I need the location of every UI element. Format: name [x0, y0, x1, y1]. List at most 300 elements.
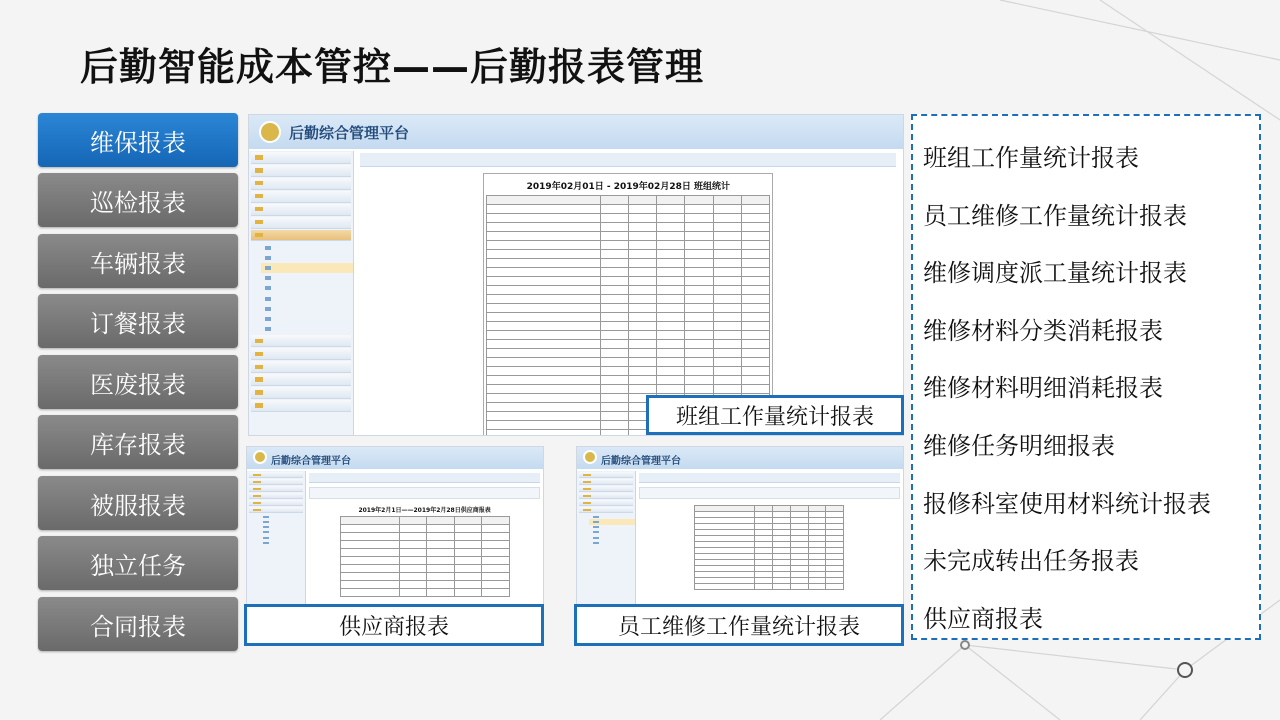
screenshot-sidebar	[247, 471, 306, 615]
table-row	[487, 376, 770, 385]
table-cell	[427, 525, 454, 533]
table-row	[340, 533, 509, 541]
report-list-panel	[911, 114, 1261, 640]
table-cell	[685, 277, 713, 286]
table-cell	[741, 205, 769, 214]
table-cell	[427, 533, 454, 541]
table-cell	[685, 295, 713, 304]
table-cell	[487, 223, 600, 232]
table-cell	[487, 232, 600, 241]
report-list-item[interactable]: 报修科室使用材料统计报表	[923, 489, 1211, 518]
table-cell	[340, 525, 399, 533]
table-row	[487, 214, 770, 223]
table-cell	[340, 549, 399, 557]
table-cell	[713, 268, 741, 277]
table-cell	[628, 277, 656, 286]
report-list-item[interactable]: 供应商报表	[923, 604, 1043, 633]
table-cell	[713, 277, 741, 286]
table-cell	[695, 584, 755, 590]
table-cell	[657, 241, 685, 250]
table-row	[340, 517, 509, 525]
table-cell	[713, 205, 741, 214]
table-cell	[487, 412, 600, 421]
table-cell	[454, 565, 481, 573]
table-cell	[713, 340, 741, 349]
logo-icon	[583, 450, 597, 464]
table-cell	[600, 430, 628, 436]
logo-icon	[253, 450, 267, 464]
sidebar-item-contract-report[interactable]	[38, 597, 238, 651]
table-cell	[600, 259, 628, 268]
sidebar-item-label: 车辆报表	[90, 249, 186, 278]
table-cell	[685, 196, 713, 205]
table-cell	[600, 421, 628, 430]
table-cell	[741, 250, 769, 259]
table-cell	[600, 385, 628, 394]
table-cell	[657, 223, 685, 232]
sidebar-item-label: 维保报表	[90, 128, 186, 157]
sidebar-item-medical-waste-report[interactable]	[38, 355, 238, 409]
table-cell	[487, 295, 600, 304]
sidebar-item-maintenance-report[interactable]	[38, 113, 238, 167]
table-cell	[685, 241, 713, 250]
table-cell	[487, 394, 600, 403]
table-cell	[482, 525, 510, 533]
table-cell	[427, 549, 454, 557]
table-cell	[340, 557, 399, 565]
table-cell	[600, 340, 628, 349]
table-cell	[340, 573, 399, 581]
table-cell	[628, 259, 656, 268]
sidebar-item-meal-report[interactable]	[38, 294, 238, 348]
table-cell	[454, 517, 481, 525]
table-cell	[600, 196, 628, 205]
table-cell	[685, 304, 713, 313]
table-cell	[741, 214, 769, 223]
table-cell	[628, 295, 656, 304]
table-row	[487, 322, 770, 331]
table-cell	[741, 313, 769, 322]
table-cell	[600, 394, 628, 403]
table-cell	[340, 565, 399, 573]
table-cell	[427, 541, 454, 549]
table-cell	[754, 584, 772, 590]
table-cell	[741, 358, 769, 367]
table-cell	[685, 376, 713, 385]
table-row	[487, 331, 770, 340]
app-title: 后勤综合管理平台	[601, 456, 681, 467]
table-cell	[741, 268, 769, 277]
table-cell	[741, 349, 769, 358]
screenshot-staff-workload	[576, 446, 904, 616]
report-list-item[interactable]: 未完成转出任务报表	[923, 547, 1139, 576]
screenshot-sidebar	[577, 471, 636, 615]
table-cell	[427, 589, 454, 597]
table-cell	[399, 581, 426, 589]
table-cell	[657, 304, 685, 313]
table-cell	[685, 367, 713, 376]
table-cell	[600, 313, 628, 322]
table-cell	[482, 573, 510, 581]
table-row	[695, 584, 844, 590]
table-cell	[741, 277, 769, 286]
table-cell	[628, 232, 656, 241]
table-cell	[790, 584, 808, 590]
table-cell	[487, 241, 600, 250]
table-cell	[657, 340, 685, 349]
table-cell	[487, 259, 600, 268]
table-cell	[399, 517, 426, 525]
app-title: 后勤综合管理平台	[271, 456, 351, 467]
table-row	[487, 205, 770, 214]
app-title: 后勤综合管理平台	[289, 124, 410, 142]
table-cell	[685, 322, 713, 331]
table-row	[487, 367, 770, 376]
sidebar-item-label: 订餐报表	[90, 309, 186, 338]
table-cell	[454, 549, 481, 557]
logo-icon	[259, 121, 281, 143]
table-cell	[713, 295, 741, 304]
table-row	[487, 358, 770, 367]
table-cell	[340, 581, 399, 589]
table-row	[487, 223, 770, 232]
table-cell	[600, 295, 628, 304]
report-list-item[interactable]: 维修材料分类消耗报表	[923, 316, 1163, 345]
table-cell	[826, 584, 844, 590]
sidebar-item-label: 医废报表	[90, 370, 186, 399]
table-cell	[399, 549, 426, 557]
table-cell	[628, 250, 656, 259]
table-cell	[487, 385, 600, 394]
caption-team-workload	[646, 395, 904, 435]
table-cell	[399, 565, 426, 573]
table-cell	[600, 304, 628, 313]
table-cell	[713, 349, 741, 358]
table-cell	[741, 241, 769, 250]
table-row	[340, 541, 509, 549]
table-cell	[741, 196, 769, 205]
report-title: 2019年2月1日——2019年2月28日供应商报表	[358, 507, 491, 514]
sidebar-item-inspection-report[interactable]	[38, 173, 238, 227]
table-row	[340, 549, 509, 557]
table-row	[487, 286, 770, 295]
table-cell	[657, 277, 685, 286]
table-cell	[487, 277, 600, 286]
table-cell	[427, 581, 454, 589]
table-cell	[487, 331, 600, 340]
table-cell	[685, 232, 713, 241]
table-cell	[427, 557, 454, 565]
table-cell	[657, 295, 685, 304]
table-cell	[628, 331, 656, 340]
table-cell	[685, 286, 713, 295]
caption-label: 员工维修工作量统计报表	[617, 614, 860, 640]
table-cell	[713, 304, 741, 313]
table-cell	[487, 304, 600, 313]
table-cell	[685, 250, 713, 259]
table-cell	[741, 376, 769, 385]
table-cell	[487, 286, 600, 295]
table-cell	[741, 385, 769, 394]
table-cell	[628, 367, 656, 376]
table-cell	[600, 376, 628, 385]
table-row	[487, 295, 770, 304]
network-node-icon	[1177, 662, 1193, 678]
table-cell	[657, 259, 685, 268]
screenshot-sidebar	[249, 151, 354, 435]
table-cell	[657, 349, 685, 358]
table-cell	[741, 331, 769, 340]
caption-supplier	[244, 604, 544, 646]
table-cell	[482, 557, 510, 565]
table-cell	[657, 205, 685, 214]
table-cell	[482, 533, 510, 541]
table-cell	[600, 241, 628, 250]
table-row	[340, 589, 509, 597]
table-cell	[628, 241, 656, 250]
report-list-item[interactable]: 维修任务明细报表	[923, 431, 1115, 460]
table-row	[340, 565, 509, 573]
table-cell	[657, 367, 685, 376]
table-cell	[340, 589, 399, 597]
table-cell	[628, 385, 656, 394]
table-row	[340, 573, 509, 581]
table-cell	[685, 340, 713, 349]
table-cell	[628, 376, 656, 385]
table-cell	[427, 517, 454, 525]
table-cell	[399, 541, 426, 549]
table-cell	[482, 541, 510, 549]
table-cell	[340, 517, 399, 525]
page-title: 后勤智能成本管控——后勤报表管理	[80, 45, 705, 89]
sidebar-item-linen-report[interactable]	[38, 476, 238, 530]
network-node-icon	[960, 640, 970, 650]
table-cell	[685, 268, 713, 277]
table-cell	[713, 214, 741, 223]
table-cell	[657, 322, 685, 331]
table-row	[340, 581, 509, 589]
table-cell	[741, 322, 769, 331]
table-row	[487, 349, 770, 358]
table-cell	[600, 268, 628, 277]
table-cell	[657, 286, 685, 295]
report-list-item[interactable]: 维修调度派工量统计报表	[923, 259, 1187, 288]
table-cell	[685, 205, 713, 214]
table-cell	[600, 277, 628, 286]
table-row	[487, 268, 770, 277]
table-cell	[600, 403, 628, 412]
table-cell	[657, 313, 685, 322]
sidebar-item-independent-task[interactable]	[38, 536, 238, 590]
table-cell	[657, 196, 685, 205]
report-list-item[interactable]: 员工维修工作量统计报表	[923, 201, 1187, 230]
table-cell	[487, 322, 600, 331]
caption-label: 班组工作量统计报表	[675, 404, 874, 430]
report-list-item[interactable]: 维修材料明细消耗报表	[923, 374, 1163, 403]
table-cell	[487, 367, 600, 376]
table-cell	[685, 358, 713, 367]
table-cell	[657, 250, 685, 259]
table-cell	[741, 259, 769, 268]
sidebar-item-vehicle-report[interactable]	[38, 234, 238, 288]
table-cell	[454, 581, 481, 589]
screenshot-team-workload	[248, 114, 904, 436]
sidebar-item-label: 库存报表	[90, 430, 186, 459]
table-cell	[657, 214, 685, 223]
table-cell	[487, 358, 600, 367]
table-cell	[600, 232, 628, 241]
table-cell	[741, 340, 769, 349]
table-cell	[628, 358, 656, 367]
table-cell	[713, 358, 741, 367]
table-cell	[600, 223, 628, 232]
table-cell	[482, 581, 510, 589]
table-cell	[600, 286, 628, 295]
caption-staff-workload	[574, 604, 904, 646]
table-row	[487, 385, 770, 394]
table-cell	[713, 241, 741, 250]
table-cell	[713, 286, 741, 295]
sidebar-item-label: 被服报表	[90, 491, 186, 520]
sidebar-item-inventory-report[interactable]	[38, 415, 238, 469]
report-title: 2019年02月01日 - 2019年02月28日 班组统计	[526, 182, 730, 193]
table-cell	[487, 268, 600, 277]
table-cell	[487, 349, 600, 358]
table-cell	[600, 349, 628, 358]
table-cell	[482, 589, 510, 597]
table-cell	[340, 541, 399, 549]
report-table	[694, 505, 844, 590]
caption-label: 供应商报表	[338, 614, 449, 640]
table-cell	[628, 322, 656, 331]
table-cell	[487, 421, 600, 430]
table-row	[487, 340, 770, 349]
table-cell	[427, 565, 454, 573]
table-row	[487, 277, 770, 286]
table-cell	[628, 223, 656, 232]
table-cell	[685, 331, 713, 340]
table-cell	[657, 268, 685, 277]
table-cell	[713, 313, 741, 322]
table-cell	[741, 367, 769, 376]
table-cell	[685, 223, 713, 232]
table-cell	[713, 196, 741, 205]
table-cell	[482, 565, 510, 573]
table-cell	[741, 232, 769, 241]
table-cell	[657, 376, 685, 385]
table-cell	[600, 214, 628, 223]
table-cell	[772, 584, 790, 590]
table-cell	[741, 304, 769, 313]
table-cell	[454, 541, 481, 549]
table-cell	[487, 403, 600, 412]
table-row	[487, 196, 770, 205]
table-cell	[628, 286, 656, 295]
table-cell	[713, 331, 741, 340]
sidebar-item-label: 巡检报表	[90, 188, 186, 217]
table-cell	[713, 376, 741, 385]
table-cell	[482, 549, 510, 557]
table-cell	[399, 533, 426, 541]
table-cell	[685, 313, 713, 322]
table-cell	[487, 430, 600, 436]
table-cell	[685, 259, 713, 268]
table-row	[487, 241, 770, 250]
table-cell	[399, 573, 426, 581]
table-cell	[657, 232, 685, 241]
table-cell	[713, 223, 741, 232]
table-cell	[713, 367, 741, 376]
table-cell	[600, 358, 628, 367]
sidebar-item-label: 独立任务	[90, 551, 186, 580]
table-cell	[741, 295, 769, 304]
table-cell	[713, 385, 741, 394]
table-cell	[482, 517, 510, 525]
table-row	[487, 313, 770, 322]
table-cell	[657, 331, 685, 340]
table-cell	[628, 313, 656, 322]
table-cell	[399, 557, 426, 565]
report-list-item[interactable]: 班组工作量统计报表	[923, 144, 1139, 172]
table-cell	[713, 259, 741, 268]
table-cell	[685, 214, 713, 223]
table-cell	[628, 268, 656, 277]
table-cell	[741, 286, 769, 295]
table-row	[340, 525, 509, 533]
table-cell	[487, 214, 600, 223]
table-cell	[399, 589, 426, 597]
table-cell	[713, 322, 741, 331]
table-cell	[628, 214, 656, 223]
table-cell	[808, 584, 826, 590]
table-cell	[628, 349, 656, 358]
table-cell	[657, 385, 685, 394]
table-cell	[487, 313, 600, 322]
table-cell	[487, 205, 600, 214]
table-cell	[628, 304, 656, 313]
table-row	[487, 304, 770, 313]
table-cell	[628, 205, 656, 214]
table-cell	[713, 250, 741, 259]
table-cell	[600, 322, 628, 331]
table-row	[487, 232, 770, 241]
table-cell	[600, 331, 628, 340]
table-cell	[600, 205, 628, 214]
table-cell	[454, 533, 481, 541]
table-cell	[628, 196, 656, 205]
table-cell	[600, 412, 628, 421]
screenshot-supplier	[246, 446, 544, 616]
table-row	[487, 250, 770, 259]
table-cell	[713, 232, 741, 241]
table-cell	[487, 376, 600, 385]
table-cell	[685, 349, 713, 358]
table-cell	[600, 250, 628, 259]
table-cell	[657, 358, 685, 367]
table-cell	[399, 525, 426, 533]
table-cell	[487, 196, 600, 205]
table-cell	[628, 340, 656, 349]
table-cell	[487, 250, 600, 259]
table-cell	[454, 573, 481, 581]
table-cell	[454, 525, 481, 533]
table-cell	[454, 557, 481, 565]
sidebar-item-label: 合同报表	[90, 612, 186, 641]
table-cell	[340, 533, 399, 541]
table-cell	[427, 573, 454, 581]
table-cell	[741, 223, 769, 232]
table-cell	[600, 367, 628, 376]
